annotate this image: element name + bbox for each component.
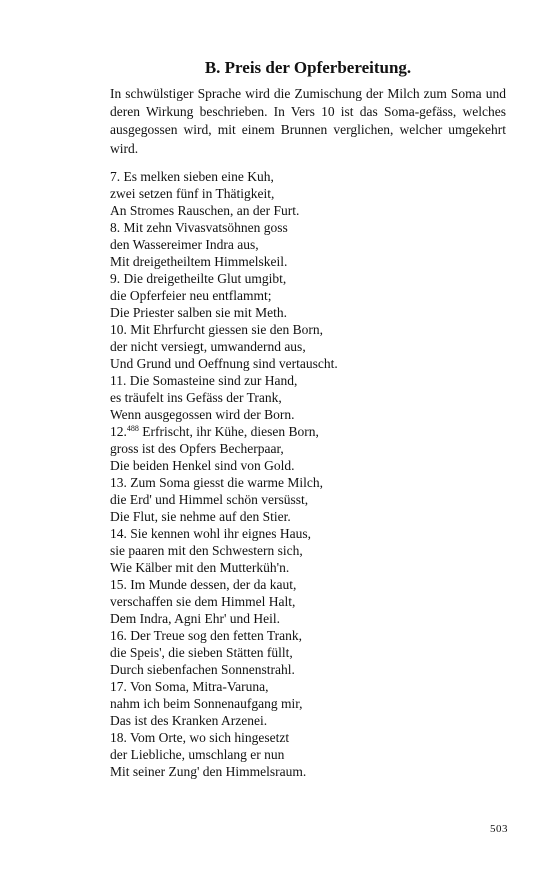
verse-line: Das ist des Kranken Arzenei. [110, 713, 268, 728]
section-heading: B. Preis der Opferbereitung. [204, 58, 412, 77]
verse-line: Wie Kälber mit den Mutterküh'n. [110, 560, 290, 575]
verse-line: 16. Der Treue sog den fetten Trank, [110, 628, 302, 643]
footnote-marker: 488 [126, 424, 139, 433]
verse-line: der nicht versiegt, umwandernd aus, [110, 339, 306, 354]
verse-line: verschaffen sie dem Himmel Halt, [110, 594, 296, 609]
verse-line: die Erd' und Himmel schön versüsst, [110, 492, 309, 507]
intro-paragraph: In schwülstiger Sprache wird die Zumischung der Milch zum Soma und deren Wirkung beschrieben. In Vers 10 ist das Soma-gefäss, welches ausgegossen wird, mit einem Brunnen verglichen, welcher umgekehrt wird. [110, 86, 506, 156]
verse-line: 18. Vom Orte, wo sich hingesetzt [110, 730, 290, 745]
verse-line: die Opferfeier neu entflammt; [110, 288, 272, 303]
verse-line: 17. Von Soma, Mitra-Varuna, [110, 679, 269, 694]
verse-line: 8. Mit zehn Vivasvatsöhnen goss [110, 220, 288, 235]
verse-line: 9. Die dreigetheilte Glut umgibt, [110, 271, 287, 286]
verse-line: Durch siebenfachen Sonnenstrahl. [110, 662, 295, 677]
verse-line: Die beiden Henkel sind von Gold. [110, 458, 295, 473]
verse-line: sie paaren mit den Schwestern sich, [110, 543, 303, 558]
verse-line: 14. Sie kennen wohl ihr eignes Haus, [110, 526, 311, 541]
verse-line: gross ist des Opfers Becherpaar, [110, 441, 284, 456]
verse-line: 10. Mit Ehrfurcht giessen sie den Born, [110, 322, 323, 337]
verse-line: Die Flut, sie nehme auf den Stier. [110, 509, 291, 524]
verse-line: 11. Die Somasteine sind zur Hand, [110, 373, 298, 388]
verse-line-12 [110, 423, 510, 440]
verse-line: 7. Es melken sieben eine Kuh, [110, 169, 274, 184]
verse-line: 13. Zum Soma giesst die warme Milch, [110, 475, 323, 490]
verse-number: 12. [110, 424, 127, 439]
verse-line: Die Priester salben sie mit Meth. [110, 305, 287, 320]
page-number: 503 [490, 823, 508, 835]
verse-line: Mit dreigetheiltem Himmelskeil. [110, 254, 288, 269]
verse-line: die Speis', die sieben Stätten füllt, [110, 645, 293, 660]
verse-text: Erfrischt, ihr Kühe, diesen Born, [138, 424, 319, 439]
verse-line: der Liebliche, umschlang er nun [110, 747, 285, 762]
verse-line: Dem Indra, Agni Ehr' und Heil. [110, 611, 281, 626]
verse-line: es träufelt ins Gefäss der Trank, [110, 390, 282, 405]
verse-line: Mit seiner Zung' den Himmelsraum. [110, 764, 307, 779]
verse-line: Wenn ausgegossen wird der Born. [110, 407, 295, 422]
verse-line: zwei setzen fünf in Thätigkeit, [110, 186, 275, 201]
verse-line: Und Grund und Oeffnung sind vertauscht. [110, 356, 338, 371]
verse-list [110, 168, 510, 780]
verse-line: den Wassereimer Indra aus, [110, 237, 259, 252]
verse-line: 15. Im Munde dessen, der da kaut, [110, 577, 297, 592]
verse-line: nahm ich beim Sonnenaufgang mir, [110, 696, 303, 711]
verse-line: An Stromes Rauschen, an der Furt. [110, 203, 300, 218]
